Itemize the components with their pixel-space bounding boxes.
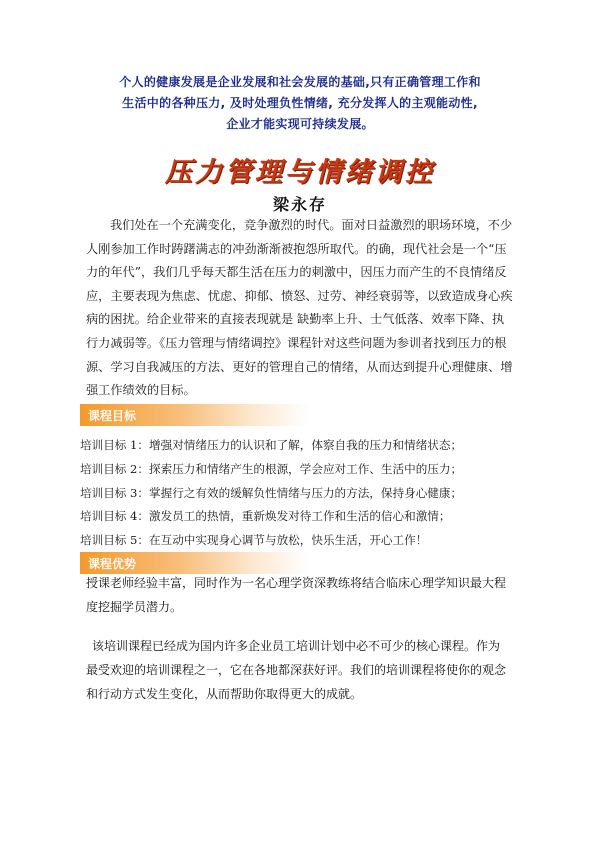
- page-title: 压力管理与情绪调控: [165, 157, 435, 188]
- paragraph-line: 行力减弱等。《压力管理与情绪调控》课程针对这些问题为参训者找到压力的根: [86, 335, 507, 350]
- list-item: 培训目标 3：掌握行之有效的缓解负性情绪与压力的方法，保持身心健康；: [80, 485, 463, 500]
- list-item: 培训目标 4：激发员工的热情，重新焕发对待工作和生活的信心和激情；: [80, 509, 451, 524]
- paragraph-line: 人刚参加工作时踌躇满志的冲劲渐渐被抱怨所取代。的确，现代社会是一个“压: [86, 241, 507, 256]
- paragraph-line: 强工作绩效的目标。: [86, 383, 196, 398]
- paragraph-line: 我们处在一个充满变化，竞争激烈的时代。面对日益激烈的职场环境，不少: [110, 218, 513, 232]
- list-item: 培训目标 5：在互动中实现身心调节与放松，快乐生活，开心工作！: [80, 533, 428, 548]
- paragraph-line: 授课老师经验丰富，同时作为一名心理学资深教练将结合临床心理学知识最大程: [86, 576, 507, 590]
- paragraph-line: 力的年代”，我们几乎每天都生活在压力的刺激中，因压力而产生的不良情绪反: [86, 265, 507, 280]
- intro-banner-line: 个人的健康发展是企业发展和社会发展的基础,只有正确管理工作和: [119, 75, 481, 89]
- section-heading-label: 课程优势: [88, 557, 137, 571]
- paragraph-line: 病的困扰。给企业带来的直接表现就是 缺勤率上升、士气低落、效率下降、执: [86, 312, 505, 327]
- closing-paragraph: [86, 634, 526, 706]
- paragraph-line: 和行动方式发生变化，从而帮助你取得更大的成就。: [86, 687, 363, 701]
- advantage-paragraph: [86, 572, 526, 619]
- section-heading-label: 课程目标: [88, 409, 137, 423]
- section-heading-goals: [80, 404, 310, 426]
- list-item: 培训目标 1：增强对情绪压力的认识和了解，体察自我的压力和情绪状态；: [80, 438, 463, 452]
- intro-banner-line: 生活中的各种压力, 及时处理负性情绪, 充分发挥人的主观能动性,: [122, 96, 478, 110]
- author-name: 梁永存: [272, 195, 327, 214]
- paragraph-line: 应，主要表现为焦虑、忧虑、抑郁、愤怒、过劳、神经衰弱等，以致造成身心疾: [86, 288, 513, 303]
- paragraph-line: 最受欢迎的培训课程之一，它在各地都深获好评。我们的培训课程将使你的观念: [86, 663, 507, 677]
- intro-banner-line: 企业才能实现可持续发展。: [226, 117, 374, 131]
- goals-list: [80, 434, 520, 553]
- section-heading-advantage: [80, 552, 310, 574]
- list-item: 培训目标 2：探索压力和情绪产生的根源，学会应对工作、生活中的压力；: [80, 461, 463, 476]
- intro-banner: [60, 72, 540, 135]
- paragraph-line: 该培训课程已经成为国内许多企业员工培训计划中必不可少的核心课程。作为: [92, 639, 501, 653]
- intro-paragraph: [86, 214, 520, 403]
- paragraph-line: 源、学习自我减压的方法、更好的管理自己的情绪，从而达到提升心理健康、增: [86, 359, 513, 374]
- paragraph-line: 度挖掘学员潜力。: [86, 599, 183, 614]
